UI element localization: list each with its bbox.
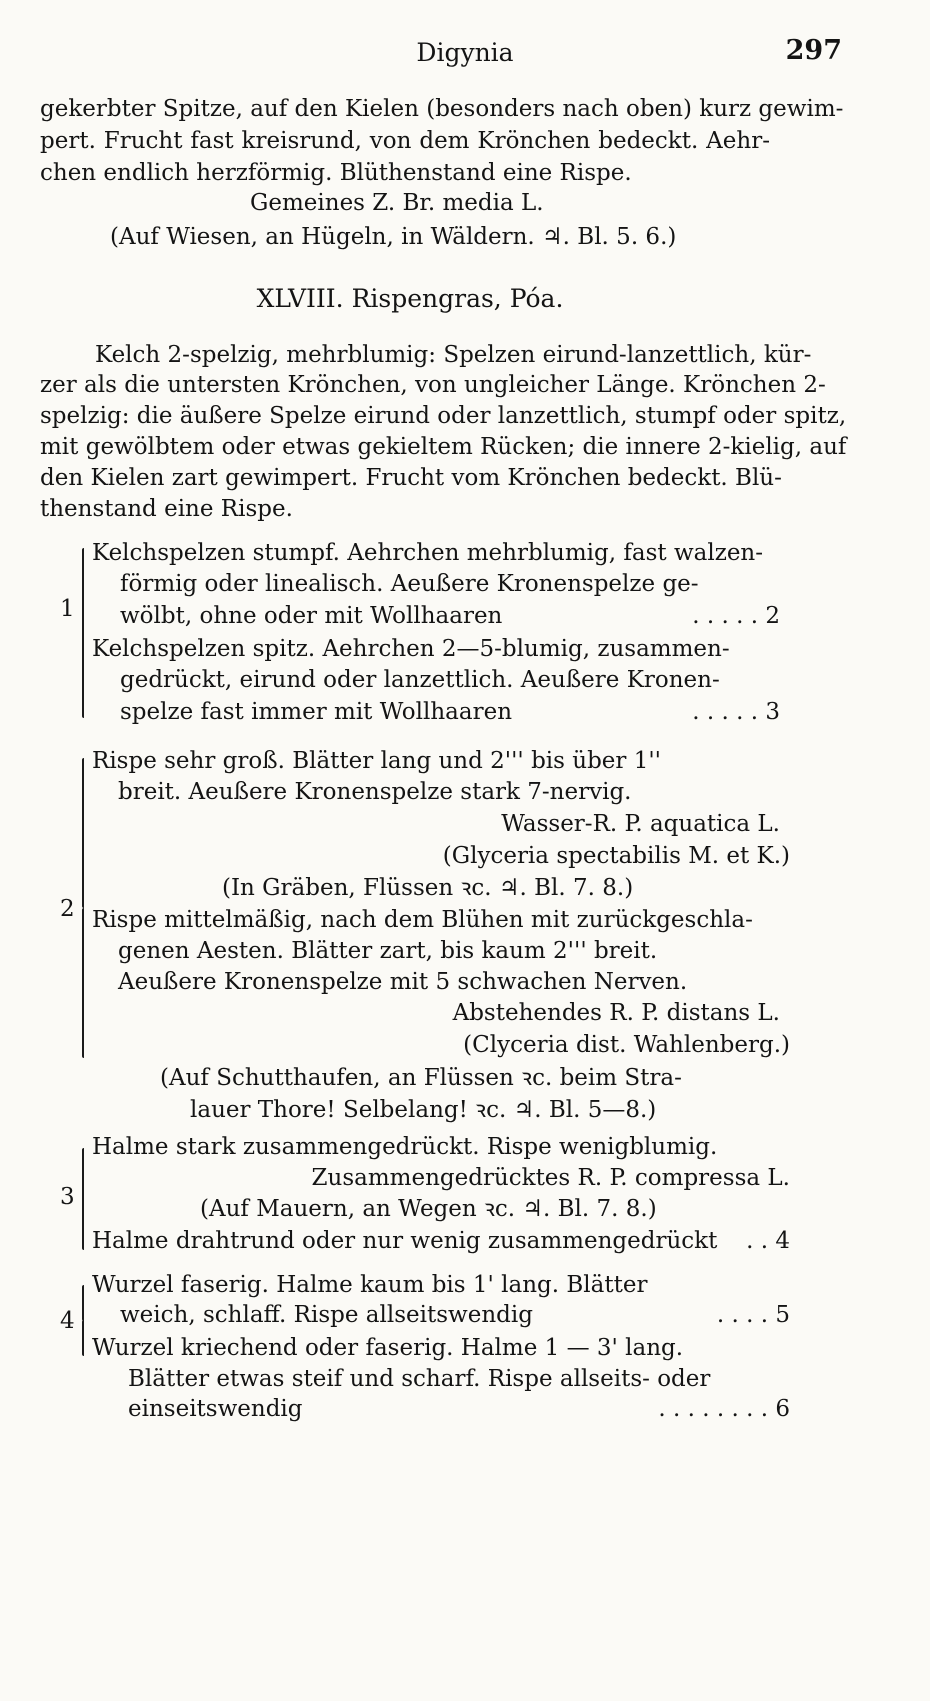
running-header-title: Digynia: [416, 38, 514, 67]
description-line-5: den Kielen zart gewimpert. Frucht vom Krönchen bedeckt. Blü-: [40, 465, 782, 491]
key2-a-habitat: (In Gräben, Flüssen ꝛc. ♃. Bl. 7. 8.): [222, 875, 634, 901]
key2-number: 2: [60, 896, 75, 922]
key1-b-line-1: Kelchspelzen spitz. Aehrchen 2—5-blumig, zusammen-: [92, 636, 730, 662]
key2-b-habitat-line-2: lauer Thore! Selbelang! ꝛc. ♃. Bl. 5—8.): [190, 1097, 657, 1123]
key3-brace-upper: [82, 1148, 84, 1200]
key3-b-text: Halme drahtrund oder nur wenig zusammengedrückt: [92, 1228, 718, 1254]
key4-a-line-2: weich, schlaff. Rispe allseitswendig: [120, 1302, 533, 1328]
key1-a-reference: . . . . . 2: [692, 603, 780, 629]
species-briza-name: Gemeines Z. Br. media L.: [250, 190, 544, 216]
key2-b-synonym: (Clyceria dist. Wahlenberg.): [463, 1032, 790, 1058]
key2-brace-upper: [82, 758, 84, 908]
intro-line-2: pert. Frucht fast kreisrund, von dem Krönchen bedeckt. Aehr-: [40, 128, 770, 154]
key2-b-line-1: Rispe mittelmäßig, nach dem Blühen mit zurückgeschla-: [92, 907, 753, 933]
key4-number: 4: [60, 1308, 75, 1334]
key2-b-line-3: Aeußere Kronenspelze mit 5 schwachen Nerven.: [118, 969, 688, 995]
key3-a-text: Halme stark zusammengedrückt. Rispe wenigblumig.: [92, 1134, 718, 1160]
intro-line-1: gekerbter Spitze, auf den Kielen (besonders nach oben) kurz gewim-: [40, 96, 844, 122]
key3-b-reference: . . 4: [746, 1228, 790, 1254]
key2-a-line-2: breit. Aeußere Kronenspelze stark 7-nervig.: [118, 779, 632, 805]
key1-number: 1: [60, 596, 75, 622]
key4-brace-lower: [82, 1320, 84, 1356]
key3-number: 3: [60, 1184, 75, 1210]
key2-b-species-name: Abstehendes R. P. distans L.: [452, 1000, 780, 1026]
key4-a-reference: . . . . 5: [716, 1302, 790, 1328]
key4-a-line-1: Wurzel faserig. Halme kaum bis 1' lang. Blätter: [92, 1272, 648, 1298]
key2-brace-lower: [82, 908, 84, 1058]
key1-a-line-3: wölbt, ohne oder mit Wollhaaren: [120, 603, 503, 629]
description-line-1: Kelch 2-spelzig, mehrblumig: Spelzen eirund-lanzettlich, kür-: [95, 342, 812, 368]
key2-a-line-1: Rispe sehr groß. Blätter lang und 2''' bis über 1'': [92, 748, 661, 774]
section-title: XLVIII. Rispengras, Póa.: [256, 284, 564, 313]
key3-a-species-name: Zusammengedrücktes R. P. compressa L.: [311, 1165, 790, 1191]
description-line-3: spelzig: die äußere Spelze eirund oder lanzettlich, stumpf oder spitz,: [40, 403, 847, 429]
key2-a-species-name: Wasser-R. P. aquatica L.: [501, 811, 780, 837]
key4-b-reference: . . . . . . . . 6: [658, 1396, 790, 1422]
description-line-4: mit gewölbtem oder etwas gekieltem Rücken; die innere 2-kielig, auf: [40, 434, 847, 460]
key1-a-line-2: förmig oder linealisch. Aeußere Kronenspelze ge-: [120, 571, 699, 597]
key1-a-line-1: Kelchspelzen stumpf. Aehrchen mehrblumig, fast walzen-: [92, 540, 764, 566]
species-briza-habitat: (Auf Wiesen, an Hügeln, in Wäldern. ♃. Bl. 5. 6.): [110, 224, 677, 250]
key4-b-line-1: Wurzel kriechend oder faserig. Halme 1 — 3' lang.: [92, 1335, 684, 1361]
key3-brace-lower: [82, 1196, 84, 1250]
key1-b-line-2: gedrückt, eirund oder lanzettlich. Aeußere Kronen-: [120, 667, 720, 693]
description-line-6: thenstand eine Rispe.: [40, 496, 293, 522]
key1-b-line-3: spelze fast immer mit Wollhaaren: [120, 699, 513, 725]
key3-a-habitat: (Auf Mauern, an Wegen ꝛc. ♃. Bl. 7. 8.): [200, 1196, 657, 1222]
key1-b-reference: . . . . . 3: [692, 699, 780, 725]
key2-b-line-2: genen Aesten. Blätter zart, bis kaum 2''' breit.: [118, 938, 658, 964]
key2-b-habitat-line-1: (Auf Schutthaufen, an Flüssen ꝛc. beim Stra-: [160, 1065, 682, 1091]
key2-a-synonym: (Glyceria spectabilis M. et K.): [442, 843, 790, 869]
key4-b-line-2: Blätter etwas steif und scharf. Rispe allseits- oder: [128, 1366, 711, 1392]
page-number: 297: [785, 35, 842, 66]
intro-line-3: chen endlich herzförmig. Blüthenstand eine Rispe.: [40, 160, 632, 186]
key4-brace-upper: [82, 1285, 84, 1321]
key4-b-line-3: einseitswendig: [128, 1396, 303, 1422]
key1-brace-lower: [82, 608, 84, 718]
description-line-2: zer als die untersten Krönchen, von ungleicher Länge. Krönchen 2-: [40, 372, 826, 398]
